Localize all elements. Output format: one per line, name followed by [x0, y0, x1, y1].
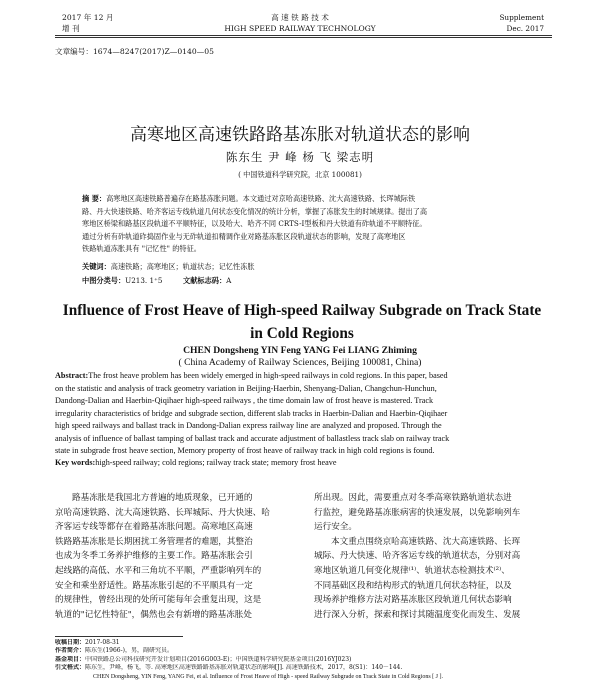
abstract-en-line: Dandong-Dalian and Haerbin-Qiqihaer high-speed railways , the time domain law of frost heave is mastered. Track	[55, 396, 434, 405]
footnote-citation-cn: 引文格式：陈东生，尹峰，杨飞，等. 高寒地区高速铁路路基冻胀对轨道状态的影响[J]. 高速铁路技术，2017，8(S1)：140－144.	[55, 664, 403, 672]
footnote-rule	[55, 636, 183, 637]
body-paragraph: 本文重点围绕京哈高速铁路、沈大高速铁路、长珲 城际、丹大快速、哈齐客运专线的轨道状态，分别对高 寒地区轨道几何变化规律⁽¹⁾、轨道状态检测技术⁽²⁾、 不同基础区段和结构形式的轨道几何状态特征，以及 现场养护维修方法对路基冻胀区段轨道几何状态影响 进行深入分析，探索和探讨其随温度变化而发生、发展	[314, 536, 521, 620]
keywords-en-text: high-speed railway; cold regions; railway track state; memory frost heave	[95, 458, 337, 467]
header-supplement-en: Supplement	[499, 13, 544, 22]
footnote-fund: 基金项目：中国铁路总公司科技研究开发计划项目(2016G003-E)；中国铁道科学研究院基金项目(2016YJ023)	[55, 655, 352, 663]
abstract-en-line: irregularity characteristics of bridge and subgrade section, different slab tracks in Haerbin-Dalian and Haerbin-Qiqihaer	[55, 408, 448, 418]
affiliation-cn: ( 中国铁道科学研究院，北京 100081)	[238, 170, 362, 179]
body-paragraph: 路基冻胀是我国北方普遍的地质现象，已开通的 京哈高速铁路、沈大高速铁路、长珲城际、丹大快速、哈 齐客运专线等都存在着路基冻胀问题。高寒地区高速 铁路路基冻胀是长期困扰工务管理者的难题，其整治 也成为冬季工务养护维修的主要工作。路基冻胀会引 起线路的高低、水平和三角坑不平顺，严重影响列车的 安全和乘坐舒适性。路基冻胀引起的不平顺具有一定 的规律性，曾经出现的处所可能每年会重复出现，这是 轨道的"记忆性特征"，偶然也会有新增的路基冻胀处	[55, 493, 270, 620]
abstract-cn	[82, 193, 520, 256]
keywords-en-label: Key words:	[55, 458, 96, 467]
classification-label: 中图分类号：	[82, 276, 126, 285]
classification-line	[82, 276, 231, 286]
abstract-en-line: Abstract:The frost heave problem has been widely emerged in high-speed railways in cold regions. In this paper, based	[55, 371, 448, 380]
footnote-author: 作者简介：陈东生(1966-)，男，副研究员。	[55, 647, 173, 655]
body-left-column	[55, 491, 293, 622]
authors-en: CHEN Dongsheng YIN Feng YANG Fei LIANG Zhiming	[183, 345, 417, 356]
abstract-en-line: state in subgrade frost heave section, Memory property of frost heave of railway track in high cold regions is found.	[55, 446, 435, 455]
header-rule-thin	[55, 37, 552, 38]
keywords-cn	[82, 262, 255, 272]
abstract-cn-line: 摘 要：高寒地区高速铁路普遍存在路基冻胀问题。本文通过对京哈高速铁路、沈大高速铁路、长珲城际铁	[82, 194, 416, 203]
footnotes	[55, 639, 560, 681]
abstract-en	[55, 370, 552, 458]
footnote-citation-en: CHEN Dongsheng, YIN Feng, YANG Fei, et al. Influence of Frost Heave of High - speed Railway Subgrade on Track State in Cold Regions [ J ].	[93, 673, 444, 680]
abstract-cn-line: 通过分析有砟轨道砟捣固作业与无砟轨道扣精调作业对路基冻胀区段轨道状态的影响，发现了高寒地区	[82, 231, 406, 241]
doc-code: A	[226, 276, 232, 285]
journal-name-cn: 高 速 铁 路 技 术	[271, 13, 329, 22]
header-date-cn: 2017 年 12 月	[62, 13, 114, 22]
classification-code: U213. 1⁺5	[125, 276, 163, 285]
affiliation-en: ( China Academy of Railway Sciences, Beijing 100081, China)	[178, 357, 422, 368]
footnote-received: 收稿日期：2017-08-31	[55, 639, 120, 646]
abstract-en-line: high speed railways and ballast track in Dandong-Dalian express railway line are analyzed and proposed. Through the	[55, 421, 442, 430]
keywords-en	[55, 458, 336, 467]
journal-name-en: HIGH SPEED RAILWAY TECHNOLOGY	[224, 24, 376, 33]
authors-cn: 陈东生 尹 峰 杨 飞 梁志明	[225, 150, 375, 164]
header-right	[499, 12, 544, 34]
body-right-column	[314, 491, 552, 622]
header-rule	[55, 35, 552, 36]
abstract-cn-line: 铁路轨道冻胀具有 "记忆性" 的特征。	[82, 244, 201, 254]
abstract-cn-line: 路、丹大快速铁路、哈齐客运专线轨道几何状态变化情况的统计分析，掌握了冻胀发生的时域规律。提出了高	[82, 206, 428, 216]
doc-code-label: 文献标志码：	[183, 276, 227, 285]
title-cn: 高寒地区高速铁路路基冻胀对轨道状态的影响	[130, 125, 470, 145]
header-supplement-cn: 增 刊	[62, 24, 80, 33]
body-paragraph: 所出现。因此，需要重点对冬季高寒铁路轨道状态进 行监控，避免路基冻胀病害的快速发展，以免影响列车 运行安全。	[314, 493, 521, 533]
keywords-cn-text: 高速铁路；高寒地区；轨道状态；记忆性冻胀	[110, 262, 255, 271]
keywords-cn-label: 关键词：	[82, 262, 111, 271]
abstract-en-label: Abstract:	[55, 371, 89, 380]
abstract-cn-label: 摘 要：	[82, 194, 107, 203]
abstract-en-line: on the statistic and analysis of track geometry variation in Beijing-Haerbin, Shenyang-Dalian, Changchun-Hunchun,	[55, 383, 437, 393]
abstract-cn-line: 寒地区桥梁和路基区段轨道不平顺特征，以及哈大、哈齐不同 CRTS-Ⅰ型板和丹大铁道有砟轨道不平顺特征。	[82, 219, 427, 229]
abstract-en-line: analysis of influence of ballast tamping of ballast track and accurate adjustment of ballastless track slab on railway track	[55, 433, 450, 443]
title-en: Influence of Frost Heave of High-speed Railway Subgrade on Track State in Cold Regions	[62, 302, 542, 342]
article-number: 文章编号：1674—8247(2017)Z—0140—05	[55, 47, 214, 56]
header-date-en: Dec. 2017	[506, 24, 544, 33]
